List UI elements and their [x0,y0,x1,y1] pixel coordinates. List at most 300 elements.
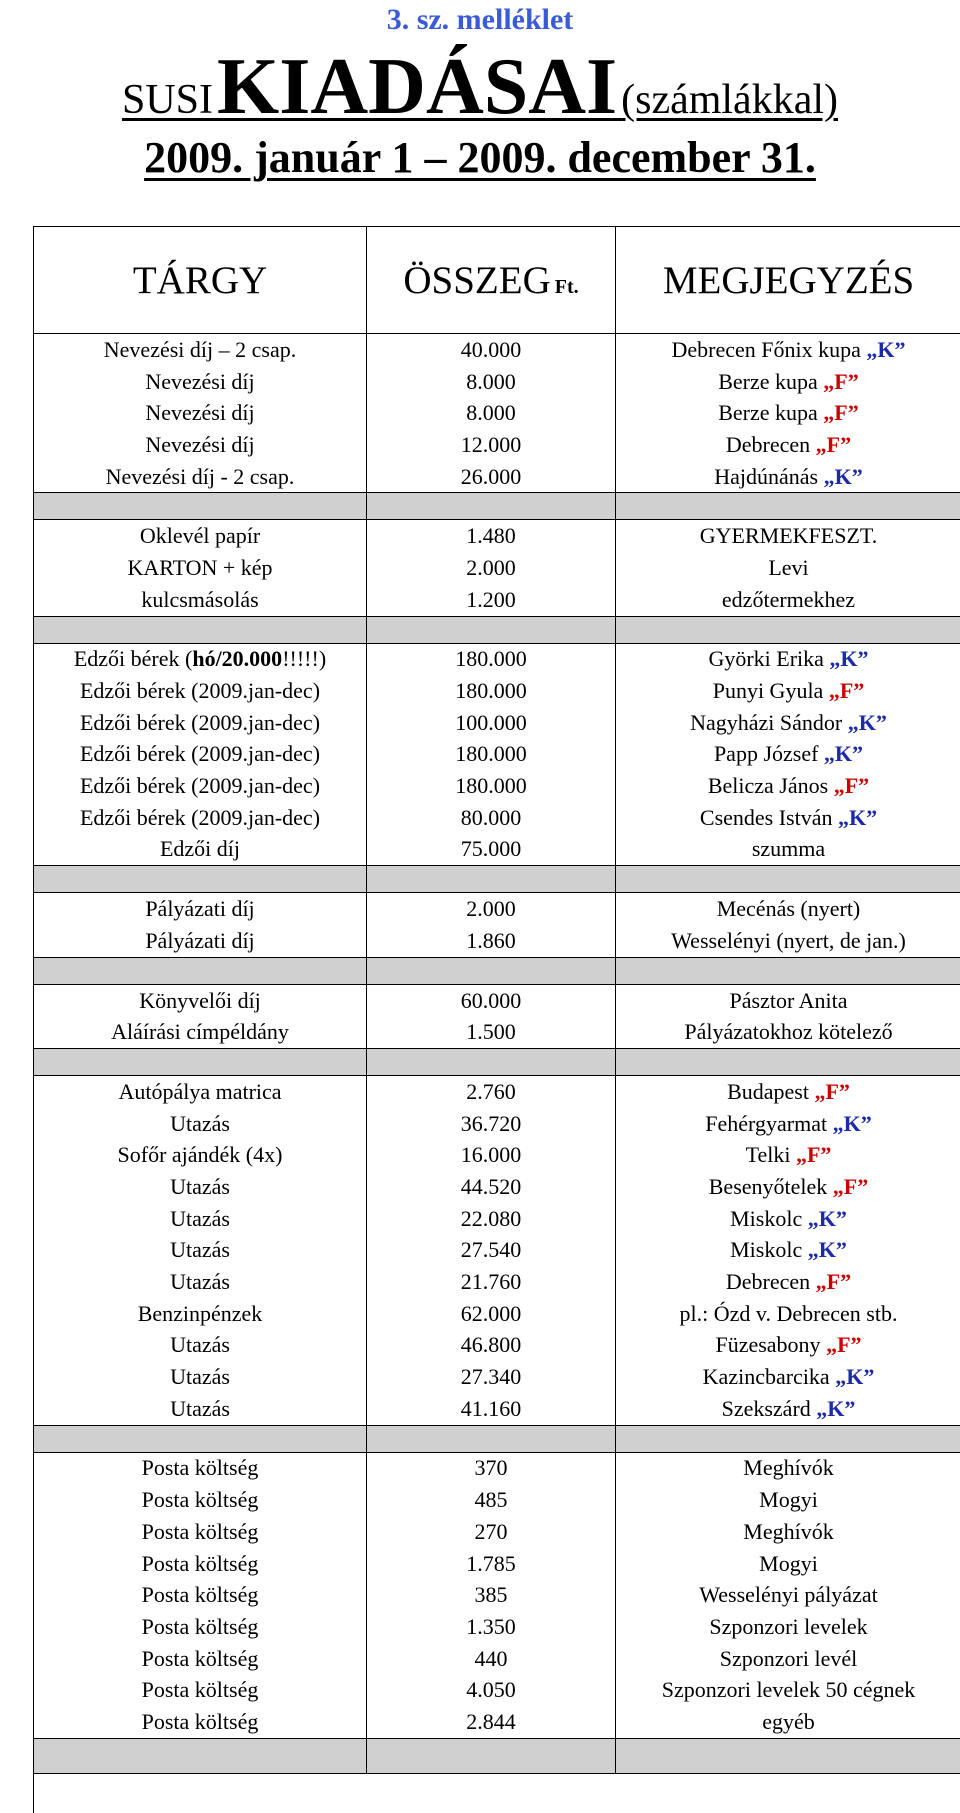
cell-megjegyzes [616,461,960,493]
osszeg-value: 180.000 [455,678,527,704]
table-body [34,334,960,1774]
targy-text: Utazás [170,1205,230,1231]
megjegyzes-text: Csendes István [699,804,833,830]
separator-cell [34,1738,367,1774]
separator-cell [367,492,616,520]
targy-text: Posta költség [141,1645,259,1671]
marker-k: „K” [807,1237,847,1263]
osszeg-value: 370 [474,1455,508,1481]
cell-targy [34,461,367,493]
cell-targy [34,1611,367,1643]
marker-f: „F” [815,431,852,457]
megjegyzes-text: edzőtermekhez [721,586,856,612]
cell-megjegyzes [616,334,960,366]
megjegyzes-text: Debrecen [725,431,811,457]
osszeg-value: 21.760 [460,1269,522,1295]
cell-targy [34,893,367,925]
separator-cell [367,1425,616,1453]
separator-cell [616,957,960,985]
cell-osszeg [367,1171,616,1203]
table-row [34,1016,960,1048]
table-row [34,985,960,1017]
table-row [34,707,960,739]
cell-megjegyzes [616,397,960,429]
table-row [34,644,960,676]
megjegyzes-text: Hajdúnánás [714,463,819,489]
header-osszeg-label: ÖSSZEG [403,258,551,302]
table-row [34,520,960,552]
marker-k: „K” [823,741,864,767]
targy-text: kulcsmásolás [141,586,259,612]
cell-targy [34,334,367,366]
targy-text: Könyvelői díj [139,987,261,1013]
targy-text: Utazás [170,1395,230,1421]
separator-cell [616,616,960,644]
cell-megjegyzes [616,429,960,461]
marker-f: „F” [828,678,865,704]
megjegyzes-text: Mecénás (nyert) [716,896,861,922]
osszeg-value: 1.200 [466,586,516,612]
osszeg-value: 60.000 [460,987,522,1013]
table-row [34,584,960,616]
osszeg-value: 40.000 [460,336,522,362]
osszeg-value: 44.520 [460,1173,522,1199]
cell-targy [34,1108,367,1140]
separator-cell [34,616,367,644]
cell-megjegyzes [616,1393,960,1425]
separator-cell [367,616,616,644]
megjegyzes-text: Berze kupa [718,368,818,394]
title-part-szamlakkal: (számlákkal) [621,77,838,123]
osszeg-value: 8.000 [466,368,516,394]
targy-text: Oklevél papír [139,523,261,549]
cell-megjegyzes [616,584,960,616]
marker-k: „K” [837,804,878,830]
cell-megjegyzes [616,1266,960,1298]
separator-cell [34,865,367,893]
separator-row [34,1048,960,1076]
osszeg-value: 180.000 [455,741,527,767]
cell-targy [34,584,367,616]
table-row [34,1298,960,1330]
cell-osszeg [367,1516,616,1548]
cell-osszeg [367,1361,616,1393]
cell-osszeg [367,429,616,461]
cell-megjegyzes [616,1203,960,1235]
osszeg-value: 385 [474,1582,508,1608]
cell-megjegyzes [616,1453,960,1485]
marker-k: „K” [832,1110,872,1136]
table-row [34,893,960,925]
table-row [34,770,960,802]
table-row [34,675,960,707]
megjegyzes-text: Levi [768,554,809,580]
cell-targy [34,1361,367,1393]
marker-k: „K” [816,1395,856,1421]
targy-bold-text: hó/20.000 [192,646,283,672]
separator-row [34,616,960,644]
targy-text: Edzői bérek (2009.jan-dec) [79,741,321,767]
cell-megjegyzes [616,1108,960,1140]
megjegyzes-text: Kazincbarcika [702,1364,830,1390]
separator-row [34,1425,960,1453]
table-row [34,1235,960,1267]
cell-osszeg [367,1393,616,1425]
cell-megjegyzes [616,1548,960,1580]
megjegyzes-text: egyéb [762,1708,815,1734]
marker-f: „F” [826,1332,862,1358]
table-row [34,1171,960,1203]
marker-k: „K” [847,709,887,735]
targy-text: Edzői bérek ( [73,646,193,672]
cell-megjegyzes [616,925,960,957]
cell-targy [34,1076,367,1108]
osszeg-value: 2.844 [466,1708,516,1734]
table-row [34,1611,960,1643]
targy-text: KARTON + kép [127,554,273,580]
separator-cell [367,1048,616,1076]
cell-megjegyzes [616,985,960,1017]
separator-cell [616,1425,960,1453]
osszeg-value: 62.000 [460,1300,522,1326]
targy-text: Posta költség [141,1518,259,1544]
table-row [34,1393,960,1425]
expenses-table [33,226,960,1813]
osszeg-value: 100.000 [455,709,527,735]
osszeg-value: 27.540 [460,1237,522,1263]
cell-osszeg [367,1139,616,1171]
cell-targy [34,985,367,1017]
targy-text: Nevezési díj - 2 csap. [105,463,295,489]
cell-osszeg [367,1548,616,1580]
cell-targy [34,397,367,429]
marker-k: „K” [866,336,906,362]
targy-text: Posta költség [141,1677,259,1703]
targy-text: Posta költség [141,1487,259,1513]
cell-osszeg [367,1706,616,1738]
cell-osszeg [367,1611,616,1643]
cell-osszeg [367,770,616,802]
cell-targy [34,1579,367,1611]
cell-megjegyzes [616,1139,960,1171]
osszeg-value: 1.350 [466,1613,516,1639]
osszeg-value: 41.160 [460,1395,522,1421]
table-header-row [34,227,960,334]
cell-osszeg [367,397,616,429]
cell-osszeg [367,985,616,1017]
marker-f: „F” [832,1173,869,1199]
cell-megjegyzes [616,1361,960,1393]
osszeg-value: 270 [474,1518,508,1544]
osszeg-value: 22.080 [460,1205,522,1231]
cell-targy [34,675,367,707]
cell-megjegyzes [616,893,960,925]
cell-targy [34,770,367,802]
cell-osszeg [367,707,616,739]
cell-targy [34,520,367,552]
separator-row [34,492,960,520]
osszeg-value: 1.785 [466,1550,516,1576]
cell-osszeg [367,1330,616,1362]
osszeg-value: 2.000 [466,554,516,580]
separator-row [34,865,960,893]
megjegyzes-text: Debrecen [725,1269,811,1295]
cell-megjegyzes [616,770,960,802]
cell-megjegyzes [616,707,960,739]
megjegyzes-text: pl.: Ózd v. Debrecen stb. [679,1300,898,1326]
marker-k: „K” [835,1364,875,1390]
osszeg-value: 1.860 [466,927,516,953]
megjegyzes-text: Szekszárd [721,1395,811,1421]
targy-text: Pályázati díj [145,927,255,953]
table-row [34,1579,960,1611]
cell-osszeg [367,675,616,707]
cell-megjegyzes [616,1076,960,1108]
table-row [34,429,960,461]
cell-megjegyzes [616,802,960,834]
cell-targy [34,1453,367,1485]
separator-cell [616,492,960,520]
separator-cell [367,865,616,893]
osszeg-value: 1.500 [466,1019,516,1045]
table-row [34,802,960,834]
targy-text: Utazás [170,1269,230,1295]
marker-k: „K” [823,463,863,489]
table-row [34,366,960,398]
cell-osszeg [367,1484,616,1516]
osszeg-value: 485 [474,1487,508,1513]
table-row [34,1330,960,1362]
separator-cell [616,1048,960,1076]
megjegyzes-text: Fehérgyarmat [705,1110,828,1136]
separator-cell [34,957,367,985]
megjegyzes-text: Miskolc [730,1237,803,1263]
osszeg-value: 36.720 [460,1110,522,1136]
cell-megjegyzes [616,366,960,398]
table-row [34,1484,960,1516]
targy-text: Posta költség [141,1455,259,1481]
osszeg-value: 12.000 [460,431,522,457]
table-row [34,461,960,493]
megjegyzes-text: GYERMEKFESZT. [699,523,878,549]
cell-targy [34,644,367,676]
title-part-kiadasai: KIADÁSAI [217,43,618,131]
osszeg-value: 180.000 [455,646,527,672]
osszeg-value: 2.000 [466,896,516,922]
megjegyzes-text: Szponzori levelek 50 cégnek [661,1677,916,1703]
table-row [34,739,960,771]
osszeg-value: 440 [474,1645,508,1671]
targy-text: Utazás [170,1173,230,1199]
marker-f: „F” [823,400,859,426]
targy-text: Posta költség [141,1550,259,1576]
header-osszeg-unit: Ft. [554,275,579,298]
targy-text: Utazás [170,1237,230,1263]
megjegyzes-text: Debrecen Főnix kupa [671,336,861,362]
cell-osszeg [367,802,616,834]
marker-k: „K” [807,1205,847,1231]
osszeg-value: 16.000 [460,1142,522,1168]
megjegyzes-text: Mogyi [759,1550,818,1576]
cell-osszeg [367,552,616,584]
megjegyzes-text: Berze kupa [718,400,818,426]
cell-osszeg [367,366,616,398]
table-row [34,834,960,866]
cell-osszeg [367,893,616,925]
megjegyzes-text: Nagyházi Sándor [690,709,843,735]
megjegyzes-text: Wesselényi pályázat [699,1582,878,1608]
marker-f: „F” [833,773,870,799]
targy-text: Benzinpénzek [137,1300,263,1326]
cell-targy [34,802,367,834]
table-row [34,1548,960,1580]
table-row [34,1643,960,1675]
targy-text: Edzői bérek (2009.jan-dec) [79,773,321,799]
cell-osszeg [367,584,616,616]
header-megjegyzes: MEGJEGYZÉS [616,227,960,333]
osszeg-value: 180.000 [455,773,527,799]
cell-megjegyzes [616,1643,960,1675]
cell-osszeg [367,925,616,957]
cell-osszeg [367,461,616,493]
cell-megjegyzes [616,1579,960,1611]
targy-text: Nevezési díj [145,400,255,426]
cell-targy [34,707,367,739]
separator-row [34,957,960,985]
separator-row [34,1738,960,1774]
cell-targy [34,1643,367,1675]
separator-cell [367,1738,616,1774]
cell-targy [34,1330,367,1362]
targy-text: Nevezési díj [145,431,255,457]
cell-megjegyzes [616,1706,960,1738]
cell-megjegyzes [616,1611,960,1643]
marker-k: „K” [829,646,869,672]
targy-text: Edzői bérek (2009.jan-dec) [79,678,321,704]
cell-megjegyzes [616,644,960,676]
cell-megjegyzes [616,834,960,866]
osszeg-value: 27.340 [460,1364,522,1390]
osszeg-value: 80.000 [460,804,522,830]
targy-text: Nevezési díj [145,368,255,394]
cell-osszeg [367,1579,616,1611]
cell-megjegyzes [616,1330,960,1362]
separator-cell [616,865,960,893]
megjegyzes-text: Meghívók [743,1518,834,1544]
table-row [34,552,960,584]
cell-osszeg [367,1453,616,1485]
cell-osszeg [367,1203,616,1235]
separator-cell [34,1048,367,1076]
cell-osszeg [367,1235,616,1267]
cell-megjegyzes [616,675,960,707]
targy-text: Edzői díj [159,836,241,862]
header-osszeg [367,227,616,333]
annex-label: 3. sz. melléklet [386,3,574,36]
cell-megjegyzes [616,552,960,584]
cell-osszeg [367,1674,616,1706]
cell-targy [34,1203,367,1235]
table-row [34,925,960,957]
megjegyzes-text: Punyi Gyula [712,678,824,704]
cell-targy [34,925,367,957]
megjegyzes-text: Belicza János [707,773,829,799]
cell-targy [34,1016,367,1048]
cell-megjegyzes [616,1171,960,1203]
osszeg-value: 1.480 [466,523,516,549]
osszeg-value: 26.000 [460,463,522,489]
cell-osszeg [367,1016,616,1048]
table-row [34,1674,960,1706]
table-row [34,1266,960,1298]
osszeg-value: 75.000 [460,836,522,862]
separator-cell [34,492,367,520]
targy-text: Utazás [170,1332,230,1358]
cell-osszeg [367,834,616,866]
targy-text: Nevezési díj – 2 csap. [103,336,297,362]
megjegyzes-text: Pályázatokhoz kötelező [684,1019,893,1045]
targy-text: Aláírási címpéldány [111,1019,289,1045]
megjegyzes-text: Telki [745,1142,791,1168]
targy-text: Utazás [170,1364,230,1390]
cell-targy [34,834,367,866]
table-row [34,1706,960,1738]
separator-cell [616,1738,960,1774]
marker-f: „F” [815,1269,852,1295]
cell-targy [34,1266,367,1298]
table-row [34,1453,960,1485]
targy-text: Edzői bérek (2009.jan-dec) [79,804,321,830]
table-row [34,1108,960,1140]
cell-megjegyzes [616,739,960,771]
megjegyzes-text: Mogyi [759,1487,818,1513]
targy-text: Posta költség [141,1708,259,1734]
cell-megjegyzes [616,1235,960,1267]
cell-targy [34,1235,367,1267]
cell-osszeg [367,739,616,771]
cell-targy [34,1706,367,1738]
cell-megjegyzes [616,1484,960,1516]
targy-text: Pályázati díj [145,896,255,922]
targy-text: Edzői bérek (2009.jan-dec) [79,709,321,735]
cell-targy [34,1516,367,1548]
table-row [34,1361,960,1393]
cell-targy [34,1548,367,1580]
marker-f: „F” [795,1142,832,1168]
osszeg-value: 4.050 [466,1677,516,1703]
cell-targy [34,1298,367,1330]
megjegyzes-text: Szponzori levelek [709,1613,868,1639]
title-part-susi: SUSI [121,77,214,123]
megjegyzes-text: Budapest [727,1078,809,1104]
cell-osszeg [367,1108,616,1140]
separator-cell [34,1425,367,1453]
header-targy: TÁRGY [34,227,367,333]
megjegyzes-text: Füzesabony [715,1332,821,1358]
cell-targy [34,1484,367,1516]
cell-targy [34,739,367,771]
cell-megjegyzes [616,1016,960,1048]
cell-osszeg [367,1298,616,1330]
cell-osszeg [367,1076,616,1108]
table-row [34,1139,960,1171]
cell-targy [34,552,367,584]
cell-osszeg [367,1266,616,1298]
table-row [34,334,960,366]
targy-text: Utazás [170,1110,230,1136]
cell-osszeg [367,334,616,366]
cell-osszeg [367,520,616,552]
